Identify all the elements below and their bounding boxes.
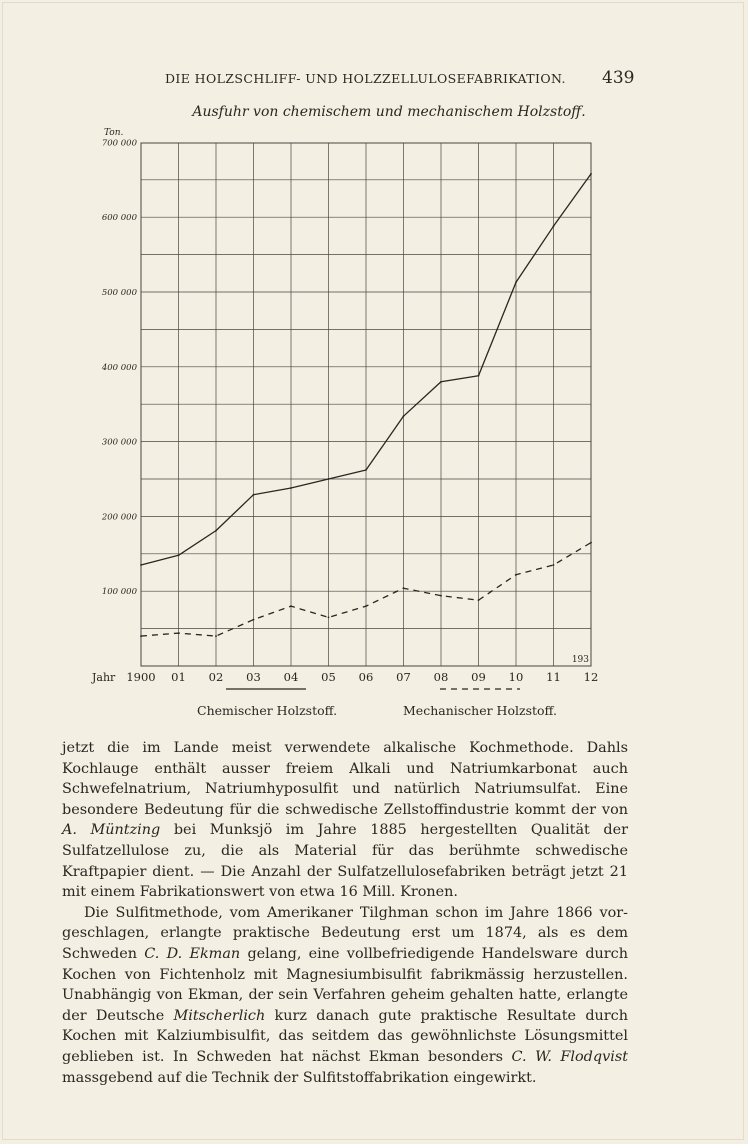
data-point <box>290 605 292 607</box>
data-point <box>515 281 517 283</box>
data-point <box>328 478 330 480</box>
data-point <box>215 530 217 532</box>
x-tick-label: 09 <box>471 670 486 684</box>
x-tick-label: 12 <box>583 670 599 684</box>
italic-name: C. D. Ekman <box>144 945 241 962</box>
data-point <box>140 635 142 637</box>
y-tick-label: 600 000 <box>101 213 137 224</box>
text-run: Die Sulfitmethode, vom Amerikaner Tilghman schon im Jahre 1866 vorgeschlagen, erlangte praktische Bedeutung erst um 1874, als es dem Schweden <box>62 904 628 962</box>
italic-name: C. W. Flodqvist <box>511 1048 628 1065</box>
data-point <box>403 587 405 589</box>
x-tick-label: 01 <box>171 670 186 684</box>
x-tick-label: 03 <box>246 670 261 684</box>
text-run: jetzt die im Lande meist verwendete alkalische Kochmethode. Dahls Kochlauge enthält ausser freiem Alkali und Natriumkarbonat auch Schwefelnatrium, Natriumhyposulfit und natürlich Natriumsulfat. Eine besondere Bedeutung für die schwedische Zellstoffindustrie kommt der von <box>62 740 628 818</box>
data-point <box>590 173 592 175</box>
data-point <box>515 574 517 576</box>
paragraph-2 <box>62 903 628 1088</box>
data-point <box>440 595 442 597</box>
data-point <box>253 619 255 621</box>
data-point <box>478 599 480 601</box>
x-tick-label: 11 <box>546 670 561 684</box>
x-tick-label: 10 <box>508 670 524 684</box>
data-point <box>440 381 442 383</box>
y-tick-label: 400 000 <box>101 362 137 373</box>
data-point <box>178 632 180 634</box>
data-point <box>253 494 255 496</box>
data-point <box>553 225 555 227</box>
data-point <box>140 564 142 566</box>
data-point <box>478 375 480 377</box>
x-tick-label: 02 <box>208 670 224 684</box>
italic-name: Mitscherlich <box>173 1007 266 1024</box>
data-point <box>365 469 367 471</box>
italic-name: A. Müntzing <box>62 822 161 839</box>
y-tick-label: 700 000 <box>101 138 137 149</box>
data-point <box>403 415 405 417</box>
y-axis-unit: Ton. <box>104 128 124 138</box>
y-tick-label: 500 000 <box>101 288 137 298</box>
data-point <box>215 635 217 637</box>
text-run: gelang, eine vollbefriedigende Handelsware durch Kochen von Fichtenholz mit Magnesiumbisulfit fabrikmässig herzustellen. Unabhängig von Ekman, der sein Verfahren geheim gehalten hatte, erlangte der Deutsche <box>62 945 628 1024</box>
legend-chemischer: Chemischer Holzstoff. <box>197 703 338 718</box>
paragraph-1 <box>62 738 628 903</box>
x-tick-label: 1900 <box>126 670 156 684</box>
x-tick-label: 06 <box>358 670 374 684</box>
data-point <box>553 564 555 566</box>
text-run: massgebend auf die Technik der Sulfitstoffabrikation eingewirkt. <box>62 1069 537 1086</box>
x-tick-label: 05 <box>321 670 336 684</box>
body-text <box>62 738 628 1088</box>
x-tick-label: 08 <box>433 670 449 684</box>
y-tick-label: 300 000 <box>101 437 137 448</box>
running-head: DIE HOLZSCHLIFF- UND HOLZZELLULOSEFABRIKATION. <box>165 71 566 86</box>
x-tick-label: 04 <box>283 670 299 684</box>
page-number: 439 <box>602 68 635 88</box>
data-point <box>290 487 292 489</box>
y-tick-label: 200 000 <box>101 512 137 523</box>
legend-mechanischer: Mechanischer Holzstoff. <box>403 703 557 718</box>
text-run: bei Munksjö im Jahre 1885 hergestellten Qualität der Sulfatzellulose zu, die als Material für das berühmte schwedische Kraftpapier dient. — Die Anzahl der Sulfatzellulosefabriken beträgt jetzt 21 mit einem Fabrikationswert von etwa 16 Mill. Kronen. <box>62 822 629 901</box>
data-point <box>328 616 330 618</box>
data-point <box>590 542 592 544</box>
y-tick-label: 100 000 <box>101 587 137 598</box>
x-tick-label: 07 <box>396 670 411 684</box>
data-point <box>178 554 180 556</box>
data-point <box>365 605 367 607</box>
chart-title: Ausfuhr von chemischem und mechanischem Holzstoff. <box>192 104 586 120</box>
text-run: kurz danach gute praktische Resultate durch Kochen mit Kalziumbisulfit, das seitdem das gewöhnlichste Lösungsmittel geblieben ist. In Schweden hat nächst Ekman besonders <box>62 1007 629 1065</box>
x-marker-label: 193 <box>571 655 589 665</box>
x-axis-label: Jahr <box>92 671 116 684</box>
